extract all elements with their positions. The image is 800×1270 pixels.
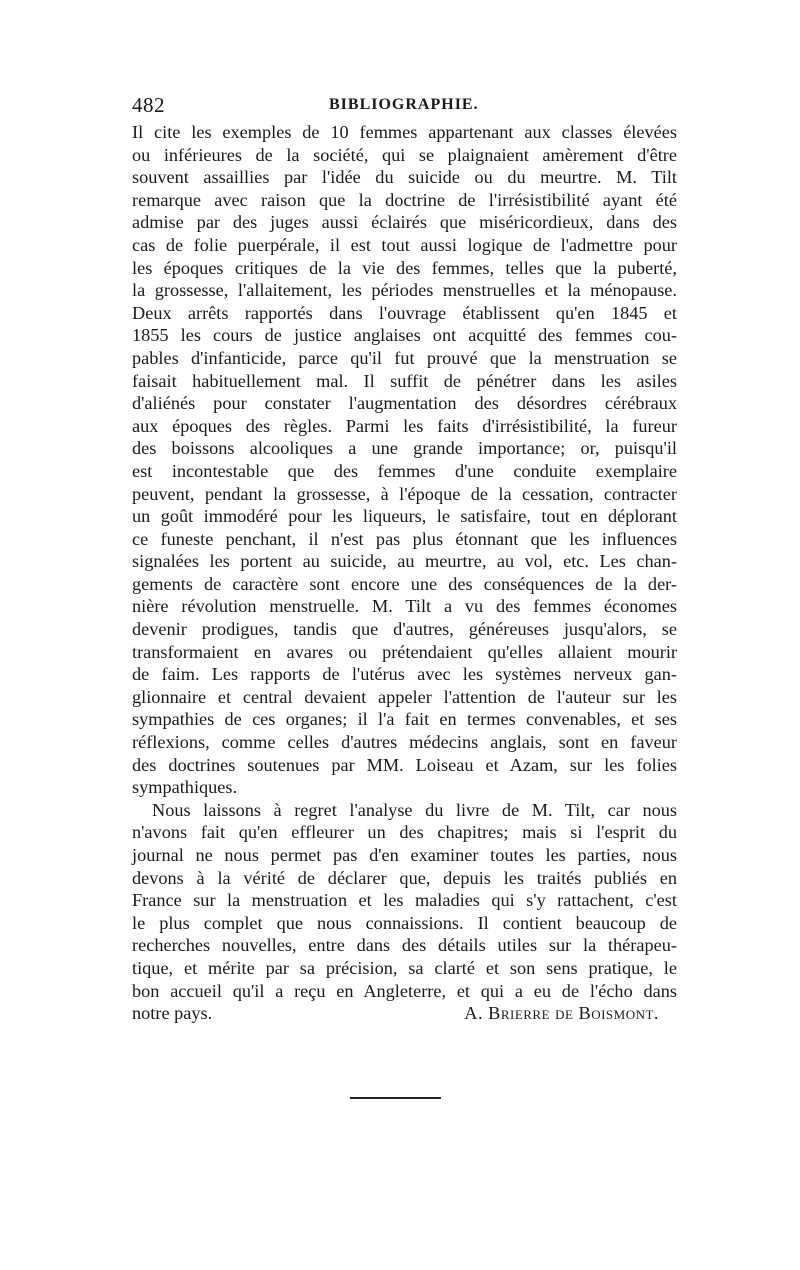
text-line: souvent assaillies par l'idée du suicide ou du meurtre. M. Tilt (132, 167, 677, 188)
text-line: 1855 les cours de justice anglaises ont acquitté des femmes cou- (132, 325, 677, 346)
running-title: BIBLIOGRAPHIE. (329, 96, 479, 113)
running-head (132, 93, 677, 119)
text-line: n'avons fait qu'en effleurer un des chapitres; mais si l'esprit du (132, 822, 677, 843)
text-line: faisait habituellement mal. Il suffit de pénétrer dans les asiles (132, 370, 677, 391)
text-line: le plus complet que nous connaissions. Il contient beaucoup de (132, 912, 677, 933)
text-line: d'aliénés pour constater l'augmentation des désordres cérébraux (132, 393, 677, 414)
text-line: des doctrines soutenues par MM. Loiseau et Azam, sur les folies (132, 754, 677, 775)
text-line: de faim. Les rapports de l'utérus avec les systèmes nerveux gan- (132, 664, 677, 685)
text-line: ce funeste penchant, il n'est pas plus étonnant que les influences (132, 528, 677, 549)
text-line: les époques critiques de la vie des femmes, telles que la puberté, (132, 257, 677, 278)
text-line: gements de caractère sont encore une des conséquences de la der- (132, 573, 677, 594)
text-line: peuvent, pendant la grossesse, à l'époque de la cessation, contracter (132, 483, 677, 504)
text-line: est incontestable que des femmes d'une conduite exemplaire (132, 460, 677, 481)
text-line: nière révolution menstruelle. M. Tilt a vu des femmes économes (132, 596, 677, 617)
text-line: tique, et mérite par sa précision, sa clarté et son sens pratique, le (132, 957, 677, 978)
text-line: aux époques des règles. Parmi les faits d'irrésistibilité, la fureur (132, 415, 677, 436)
text-line: bon accueil qu'il a reçu en Angleterre, et qui a eu de l'écho dans (132, 980, 677, 1001)
text-line: pables d'infanticide, parce qu'il fut prouvé que la menstruation se (132, 347, 677, 368)
closing-text: notre pays. (132, 1003, 213, 1024)
text-line: des boissons alcooliques a une grande importance; or, puisqu'il (132, 438, 677, 459)
text-line: Nous laissons à regret l'analyse du livre de M. Tilt, car nous (152, 799, 677, 820)
text-line: glionnaire et central devaient appeler l'attention de l'auteur sur les (132, 686, 677, 707)
text-line: réflexions, comme celles d'autres médecins anglais, sont en faveur (132, 732, 677, 753)
text-line: devenir prodigues, tandis que d'autres, généreuses jusqu'alors, se (132, 619, 677, 640)
text-line: remarque avec raison que la doctrine de l'irrésistibilité ayant été (132, 189, 677, 210)
text-line: Il cite les exemples de 10 femmes appartenant aux classes élevées (132, 122, 677, 142)
text-line: la grossesse, l'allaitement, les périodes menstruelles et la ménopause. (132, 280, 677, 301)
text-line: sympathiques. (132, 777, 238, 798)
text-line: recherches nouvelles, entre dans des détails utiles sur la thérapeu- (132, 935, 677, 956)
text-line: admise par des juges aussi éclairés que miséricordieux, dans des (132, 212, 677, 233)
text-line: signalées les portent au suicide, au meurtre, au vol, etc. Les chan- (132, 551, 677, 572)
author-signature: A. Brierre de Boismont. (464, 1003, 659, 1024)
closing-line (132, 1002, 677, 1025)
text-line: sympathies de ces organes; il l'a fait en termes convenables, et ses (132, 709, 677, 730)
text-line: journal ne nous permet pas d'en examiner toutes les parties, nous (132, 845, 677, 865)
body-text (132, 121, 677, 1025)
text-line: devons à la vérité de déclarer que, depuis les traités publiés en (132, 867, 677, 888)
end-rule (350, 1097, 441, 1099)
text-line: ou inférieures de la société, qui se plaignaient amèrement d'être (132, 144, 677, 165)
text-line: un goût immodéré pour les liqueurs, le satisfaire, tout en déplorant (132, 506, 677, 527)
text-line: transformaient en avares ou prétendaient qu'elles allaient mourir (132, 641, 677, 662)
text-line: Deux arrêts rapportés dans l'ouvrage établissent qu'en 1845 et (132, 302, 677, 323)
text-line: cas de folie puerpérale, il est tout aussi logique de l'admettre pour (132, 234, 677, 255)
page-number: 482 (132, 93, 165, 117)
text-line: France sur la menstruation et les maladies qui s'y rattachent, c'est (132, 890, 677, 911)
